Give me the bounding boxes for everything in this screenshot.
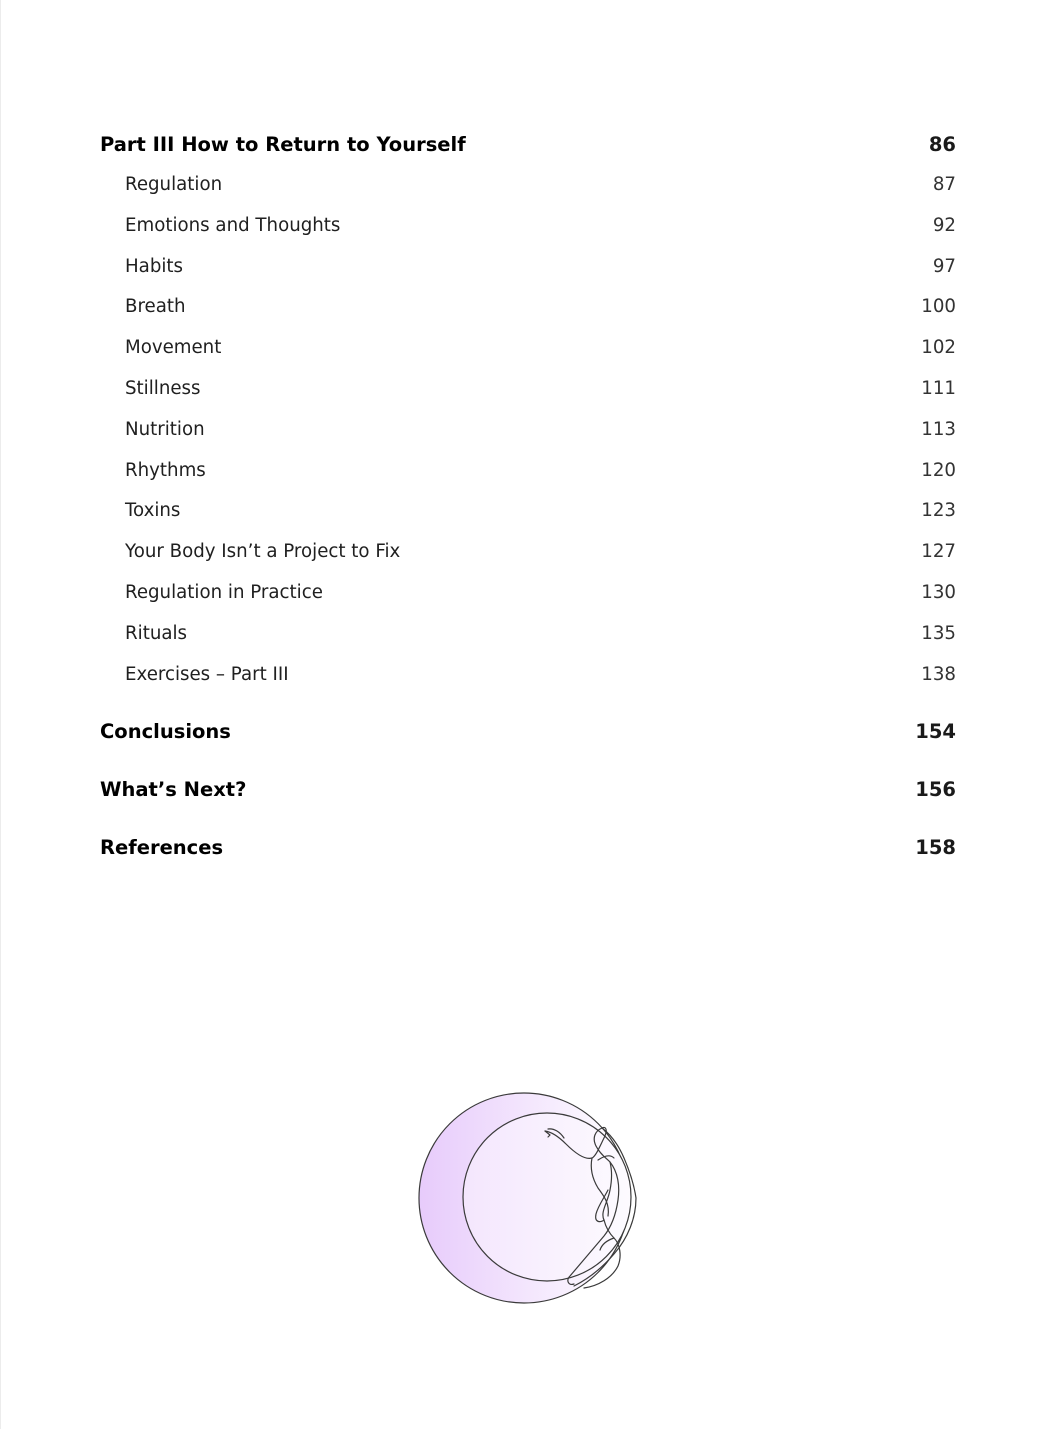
toc-entry-title: Movement [125, 337, 222, 359]
toc-entry-title: Regulation [125, 174, 223, 195]
toc-entry-page: 123 [921, 500, 956, 522]
toc-entry[interactable] [100, 573, 956, 614]
toc-entry-title: Rhythms [125, 459, 206, 481]
toc-entry-page: 135 [921, 622, 956, 644]
toc-entry[interactable] [100, 165, 956, 206]
toc-entry-page: 87 [932, 174, 956, 195]
toc-entry[interactable] [100, 206, 956, 247]
toc-entry-title: Exercises – Part III [125, 663, 289, 685]
toc-entry-page: 92 [932, 214, 956, 236]
toc-entry-page: 102 [921, 337, 956, 359]
table-of-contents [100, 130, 956, 862]
toc-entry-page: 120 [921, 459, 956, 481]
toc-entry-page: 156 [915, 778, 956, 802]
toc-entry-title: Your Body Isn’t a Project to Fix [125, 541, 401, 563]
toc-entry-page: 138 [921, 663, 956, 685]
toc-entry[interactable] [100, 532, 956, 573]
page-edge [0, 0, 1, 1429]
toc-entry-title: Conclusions [100, 720, 231, 744]
toc-entry[interactable] [100, 491, 956, 532]
toc-entry-page: 97 [932, 255, 956, 277]
toc-entry-page: 86 [928, 133, 956, 156]
toc-entry-title: Nutrition [125, 418, 205, 440]
toc-entry-page: 158 [915, 836, 956, 860]
toc-part-heading[interactable] [100, 130, 956, 159]
toc-entry[interactable] [100, 328, 956, 369]
toc-entry[interactable] [100, 614, 956, 655]
toc-entry-title: Habits [125, 255, 184, 277]
toc-entry-title: Toxins [125, 500, 181, 522]
toc-entry-page: 130 [921, 581, 956, 603]
toc-entry-title: What’s Next? [100, 778, 247, 802]
toc-entry[interactable] [100, 287, 956, 328]
toc-entry-page: 127 [921, 541, 956, 563]
toc-entry[interactable] [100, 247, 956, 288]
toc-entry-page: 111 [921, 377, 956, 399]
moon-dancer-logo-icon [414, 1088, 646, 1308]
toc-entry[interactable] [100, 369, 956, 410]
toc-entry-title: Regulation in Practice [125, 581, 323, 603]
inner-moon-circle [463, 1113, 631, 1281]
toc-entry-title: Stillness [125, 377, 201, 399]
toc-entry-title: Breath [125, 296, 186, 318]
toc-end-matter-entry[interactable] [100, 717, 956, 746]
toc-entry-title: Part III How to Return to Yourself [100, 133, 466, 156]
toc-entry-page: 113 [921, 418, 956, 440]
toc-end-matter-entry[interactable] [100, 833, 956, 862]
toc-entry-page: 100 [921, 296, 956, 318]
toc-entry[interactable] [100, 451, 956, 492]
toc-entry-title: Emotions and Thoughts [125, 214, 341, 236]
toc-entry-title: Rituals [125, 622, 188, 644]
toc-entry[interactable] [100, 410, 956, 451]
toc-entry-title: References [100, 836, 224, 860]
toc-entry[interactable] [100, 655, 956, 696]
toc-end-matter-entry[interactable] [100, 775, 956, 804]
toc-entry-page: 154 [915, 720, 956, 744]
